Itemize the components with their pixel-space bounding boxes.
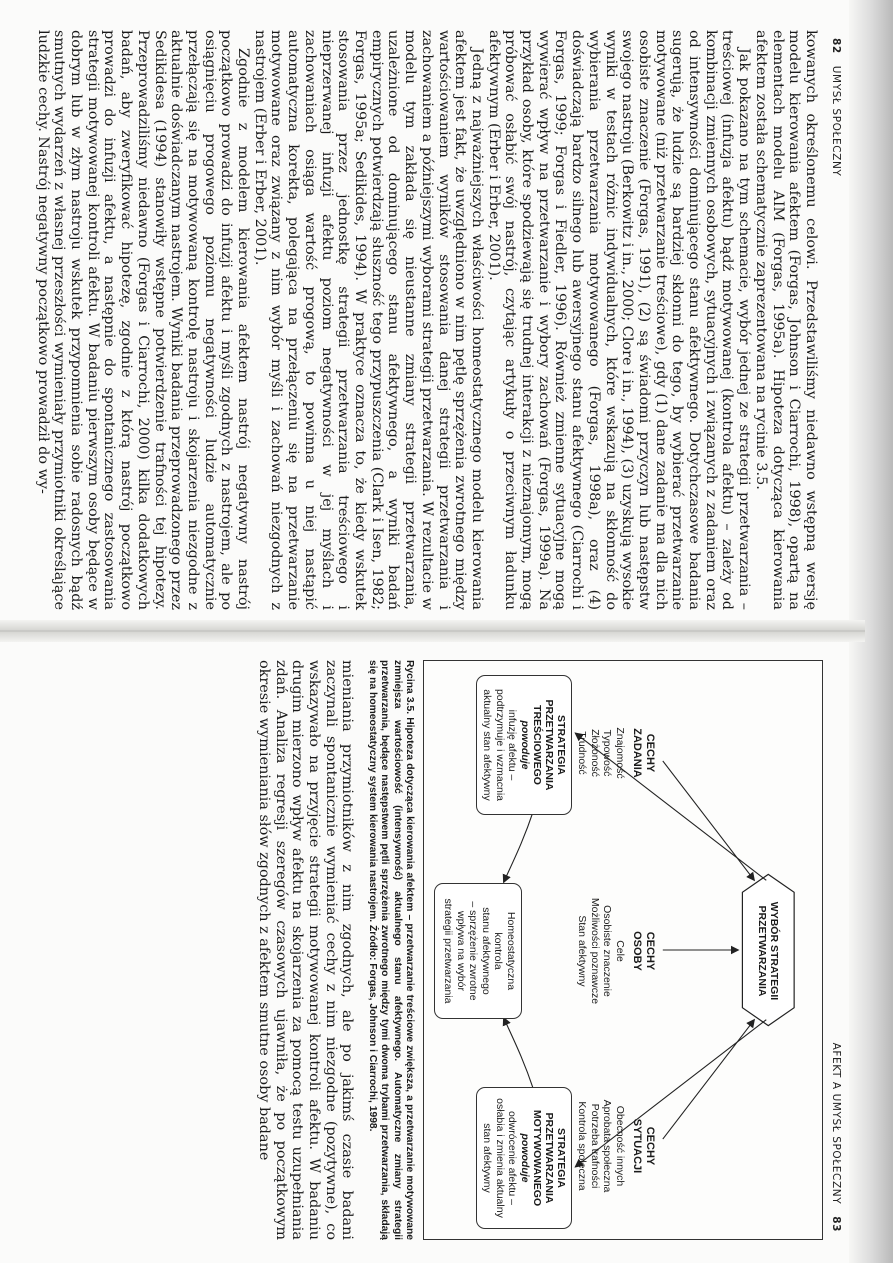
homeostatic-line: wpływa na wybór (455, 911, 467, 991)
motivated-effect: odwrócenie afektu – (506, 1111, 519, 1205)
left-paragraph: kowanych określonemu celowi. Przedstawiliśmy niedawno wstępną wersję modelu kierowania afektem (Forgas, Johnson i Ciarrochi, 1998), opartą na elementach modelu AIM (Forgas, 1995a). Hipoteza dotycząca kierowania afektem została schematycznie zaprezentowana na rycinie 3.5. (752, 30, 819, 610)
left-running-head (827, 30, 845, 610)
task-item: Znajomość (614, 727, 626, 779)
situation-title2: SYTUACJI (631, 1118, 644, 1174)
arrow-motivated-to-homeostatic (504, 1018, 534, 1090)
substantive-verb: powoduje (519, 720, 531, 770)
left-page (15, 30, 845, 610)
hexagon-line2: PRZETWARZANIA (756, 905, 768, 997)
substantive-effect: aktualny stan afektywny (481, 689, 494, 801)
motivated-title3: MOTYWOWANEGO (531, 1109, 543, 1207)
caption-label: Rycina 3.5. (404, 660, 415, 715)
task-item: Typowość (601, 729, 614, 777)
processing-strategy-choice (742, 876, 794, 1026)
motivated-verb: powoduje (519, 1133, 531, 1183)
person-item: Możliwości poznawcze (589, 897, 601, 1005)
homeostatic-control-box (434, 883, 522, 1019)
arrow-substantive-to-homeostatic (504, 811, 534, 883)
left-paragraph: Jedną z najważniejszych właściwości homeostatycznego modelu kierowania afektem jest fakt, że uwzględniono w nim pętlę sprzężenia zwrotnego między wartościowaniem wyników stosowania danej strategii przetwarzania i zachowaniem a późniejszymi wyborami strategii przetwarzania. W rezultacie w modelu tym zakłada się nieustanne zmiany strategii przetwarzania, uzależnione od dominującego stanu afektywnego, a wyniki badań empirycznych potwierdzają słuszność tego przypuszczenia (Clark i Isen, 1982; Forgas, 1995a; Sedikides, 1994). W praktyce oznacza to, że kiedy wskutek stosowania przez jednostkę strategii przetwarzania treściowego i nieprzerwanej infuzji afektu poziom negatywności w jej myślach i zachowaniach osiąga wartość progową, to powinna u niej nastąpić automatyczna korekta, polegająca na przełączeniu się na przetwarzanie motywowane oraz związany z nim wybór myśli i zachowań niezgodnych z nastrojem (Erber i Erber, 2001). (251, 30, 485, 610)
homeostatic-line: strategii przetwarzania (442, 898, 455, 1004)
motivated-title1: STRATEGIA (555, 1128, 567, 1188)
situation-item: Kontrola społeczna (576, 1101, 589, 1191)
substantive-effect: podtrzymuje i wzmacnia (494, 688, 506, 802)
left-running-title: UMYSŁ SPOŁECZNY (830, 65, 842, 177)
substantive-title3: TREŚCIOWEGO (531, 705, 543, 785)
homeostatic-line: Homeostatyczna (505, 911, 517, 991)
substantive-title2: PRZETWARZANIA (543, 699, 555, 791)
motivated-effect: stan afektywny (481, 1123, 494, 1193)
person-title1: CECHY (644, 931, 656, 971)
situation-item: Potrzeba trafności (589, 1103, 601, 1189)
task-item: Trudność (576, 731, 589, 775)
person-item: Osobiste znaczenie (601, 905, 614, 997)
substantive-title1: STRATEGIA (555, 715, 567, 775)
task-features-box (566, 683, 662, 823)
left-paragraph: Zgodnie z modelem kierowania afektem nastrój negatywny nastrój początkowo prowadzi do infuzji afektu i myśli zgodnych z nastrojem, ale po osiągnięciu progowego poziomu negatywności ludzie automatycznie przełączają się na motywowaną kontrolę nastroju i skojarzenia niezgodne z aktualnie doświadczanym nastrojem. Wyniki badania przeprowadzonego przez Sedikidesa (1994) stanowiły wstępne potwierdzenie trafności tej hipotezy. Przeprowadziliśmy niedawno (Forgas i Ciarrochi, 2000) kilka dodatkowych badań, aby zweryfikować hipotezę, zgodnie z którą nastrój początkowo prowadzi do infuzji afektu, a następnie do spontanicznego zastosowania strategii motywowanej kontroli afektu. W badaniu pierwszym osoby będące w dobrym lub w złym nastroju wskutek przypomnienia sobie radosnych bądź smutnych wydarzeń z własnej przeszłości wymieniały przymiotniki określające ludzkie cechy. Nastrój negatywny początkowo prowadził do wy- (34, 30, 252, 610)
task-title1: CECHY (644, 733, 656, 773)
task-title2: ZADANIA (631, 728, 644, 778)
substantive-effect: infuzję afektu – (506, 709, 519, 781)
figure-caption (365, 660, 415, 1240)
task-item: Złożoność (589, 729, 601, 777)
person-title2: OSOBY (631, 931, 644, 971)
person-item: Cele (614, 940, 626, 962)
left-paragraph: Jak pokazano na tym schemacie, wybór jednej ze strategii przetwarzania – treściowej (infuzja afektu) bądź motywowanej (kontrola afektu) – zależy od kombinacji zmiennych osobowych, sytuacyjnych i związanych z zadaniem oraz od intensywności dominującego stanu afektywnego. Dotychczasowe badania sugerują, że ludzie są bardziej skłonni do tego, by wybierać przetwarzanie motywowane (niż przetwarzanie treściowe), gdy (1) dane zadanie ma dla nich osobiste znaczenie (Forgas, 1991), (2) są świadomi przyczyn lub następstw swojego nastroju (Berkowitz i in., 2000; Clore i in., 1994), (3) uzyskują wysokie wyniki w testach różnic indywidualnych, które wskazują na skłonność do wybierania przetwarzania motywowanego (Forgas, 1998a), oraz (4) doświadczają bardzo silnego lub awersyjnego stanu afektywnego (Ciarrochi i Forgas, 1999; Forgas i Fiedler, 1996). Również zmienne sytuacyjne mogą wywierać wpływ na przetwarzanie i wybory zachowań (Forgas, 1999a). Na przykład osoby, które spodziewają się trudnej interakcji z nieznajomym, mogą próbować osłabić swój nastrój, czytając artykuły o przeciwnym ładunku afektywnym (Erber i Erber, 2001). (485, 30, 753, 610)
right-running-title: AFEKT A UMYSŁ SPOŁECZNY (830, 1042, 842, 1205)
homeostatic-line: kontrola (492, 932, 505, 970)
arrow-task-to-choice (663, 761, 755, 880)
situation-title1: CECHY (644, 1126, 656, 1166)
motivated-strategy-box (476, 1087, 572, 1229)
right-body-text (255, 660, 355, 1240)
homeostatic-line: stanu afektywnego (480, 907, 492, 995)
right-page (15, 660, 845, 1240)
right-page-number: 83 (830, 1216, 842, 1232)
left-page-number: 82 (830, 38, 842, 54)
homeostatic-line: – sprzężenie zwrotne (467, 901, 480, 1001)
arrow-situation-to-choice (663, 1020, 755, 1139)
substantive-strategy-box (476, 675, 572, 815)
situation-features-box (566, 1071, 662, 1221)
person-features-box (566, 873, 662, 1029)
motivated-title2: PRZETWARZANIA (543, 1112, 555, 1204)
figure-3-5-diagram (423, 660, 823, 1240)
left-body-text (34, 30, 819, 610)
book-gutter (0, 620, 865, 642)
hexagon-line1: WYBÓR STRATEGII (768, 901, 780, 1001)
caption-text: Hipoteza dotycząca kierowania afektem – przetwarzanie treściowe zwiększa, a przetwarzanie motywowane zmniejsza wartościowość (intensywność) aktualnego stanu afektywnego. Automatyczne zmiany strategii przetwarzania, będące następstwem pętli sprzężenia zwrotnego między tymi dwoma trybami przetwarzania, składają się na homeostatyczny system kierowania nastrojem. Źródło: Forgas, Johnson i Ciarrochi, 1998. (366, 660, 415, 1240)
situation-item: Aprobata społeczna (601, 1099, 614, 1193)
right-paragraph: mieniania przymiotników z nim zgodnych, ale po jakimś czasie badani zaczynali spontanicznie wymieniać cechy z nim niezgodne (pozytywne), co wskazywało na przyjęcie strategii motywowanej kontroli afektu. W badaniu drugim mierzono wpływ afektu na skojarzenia za pomocą testu uzupełniania zdań. Analiza regresji szeregów czasowych ujawniła, że po początkowym okresie wymieniania słów zgodnych z afektem smutne osoby badane (255, 660, 356, 1240)
motivated-effect: osłabia i zmienia aktualny (494, 1098, 506, 1218)
right-running-head (827, 660, 845, 1240)
situation-item: Obecność innych (614, 1105, 626, 1187)
person-item: Stan afektywny (576, 915, 589, 987)
